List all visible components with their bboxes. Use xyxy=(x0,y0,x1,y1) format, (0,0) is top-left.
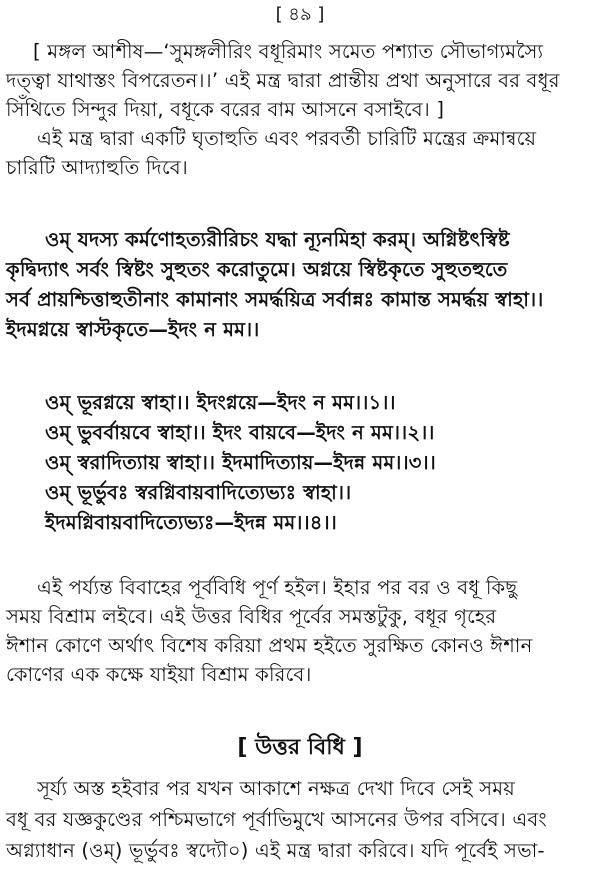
para4-line-2: বধূ বর যজ্ঞকুণ্ডের পশ্চিমভাগে পূর্বাভিমুখে আসনের উপর বসিবে। এবং xyxy=(6,808,547,831)
para3-line-2: সময় বিশ্রাম লইবে। এই উত্তর বিধির পূর্বের সমস্তটুকু, বধূর গৃহের xyxy=(6,605,497,628)
section-heading xyxy=(0,733,600,763)
mantra2-line-5: ইদমগ্নিবায়বাদিত্যেভ্যঃ—ইদন্ন মম।।৪।। xyxy=(45,511,337,534)
para3-line-3: ঈশান কোণে অর্থাৎ বিশেষ করিয়া প্রথম হইতে সুরক্ষিত কোনও ঈশান xyxy=(6,634,533,657)
para3-line-4: কোণের এক কক্ষে যাইয়া বিশ্রাম করিবে। xyxy=(6,663,312,686)
mantra2-line-2: ওম্ ভুবর্বায়বে স্বাহা।। ইদং বায়বে—ইদং ন মম।।২।। xyxy=(45,421,435,444)
para2-line-1: এই মন্ত্র দ্বারা একটি ঘৃতাহুতি এবং পরবর্তী চারিটি মন্ত্রের ক্রমান্বয়ে xyxy=(37,127,537,150)
para4-line-1: সূর্য্য অস্ত হইবার পর যখন আকাশে নক্ষত্র দেখা দিবে সেই সময় xyxy=(37,777,515,800)
mantra1-line-2: কৃদ্বিদ্যাৎ সর্বং স্বিষ্টং সুহুতং করোতুমে। অগ্নয়ে স্বিষ্টকৃতে সুহুতহুতে xyxy=(6,258,508,281)
mantra1-line-4: ইদমগ্নয়ে স্বাস্টকৃতে—ইদং ন মম।। xyxy=(6,318,260,341)
para4-line-3: অগ্ন্যাধান (ওম্) ভূর্ভুবঃ স্বদ্যৌ০) এই মন্ত্র দ্বারা করিবে। যদি পূর্বেই সভা- xyxy=(6,839,545,862)
section-heading-text: [ উত্তর বিধি ] xyxy=(237,735,363,760)
page-number: [ ৪৯ ] xyxy=(275,4,325,25)
mantra1-line-1: ওম্ যদস্য কর্মণোহত্যরীরিচং যদ্ধা ন্যূনমিহা করম্। অগ্নিষ্টৎস্বিষ্ট xyxy=(45,228,510,251)
mantra2-line-1: ওম্ ভূরগ্নয়ে স্বাহা।। ইদংগ্নয়ে—ইদং ন মম।।১।। xyxy=(45,391,396,414)
para1-line-3: সিঁথিতে সিন্দুর দিয়া, বধূকে বরের বাম আসনে বসাইবে। ] xyxy=(6,98,445,121)
mantra1-line-3: সর্ব প্রায়শ্চিত্তাহুতীনাং কামানাং সমর্দ্ধয়িত্র সর্বান্নঃ কামান্ত সমর্দ্ধয় স্বাহা।। xyxy=(6,288,544,311)
mantra2-line-3: ওম্ স্বরাদিত্যায় স্বাহা।। ইদমাদিত্যায়—ইদন্ন মম।।৩।। xyxy=(45,451,436,474)
para1-line-1: [ মঙ্গল আশীষ—‘সুমঙ্গলীরিং বধূরিমাং সমেত পশ্যাত সৌভাগ্যমস্যৈ xyxy=(33,40,544,63)
para3-line-1: এই পর্য্যন্ত বিবাহের পূর্ববিধি পূর্ণ হইল। ইহার পর বর ও বধূ কিছু xyxy=(37,576,518,599)
para1-line-2: দত্ত্বা যাথাস্তং বিপরেতন।।’ এই মন্ত্র দ্বারা প্রান্তীয় প্রথা অনুসারে বর বধূর xyxy=(6,69,560,92)
mantra2-line-4: ওম্ ভূর্ভুবঃ স্বরগ্নিবায়বাদিত্যেভ্যঃ স্বাহা।। xyxy=(45,481,352,504)
para2-line-2: চারিটি আদ্যাহুতি দিবে। xyxy=(6,156,188,179)
